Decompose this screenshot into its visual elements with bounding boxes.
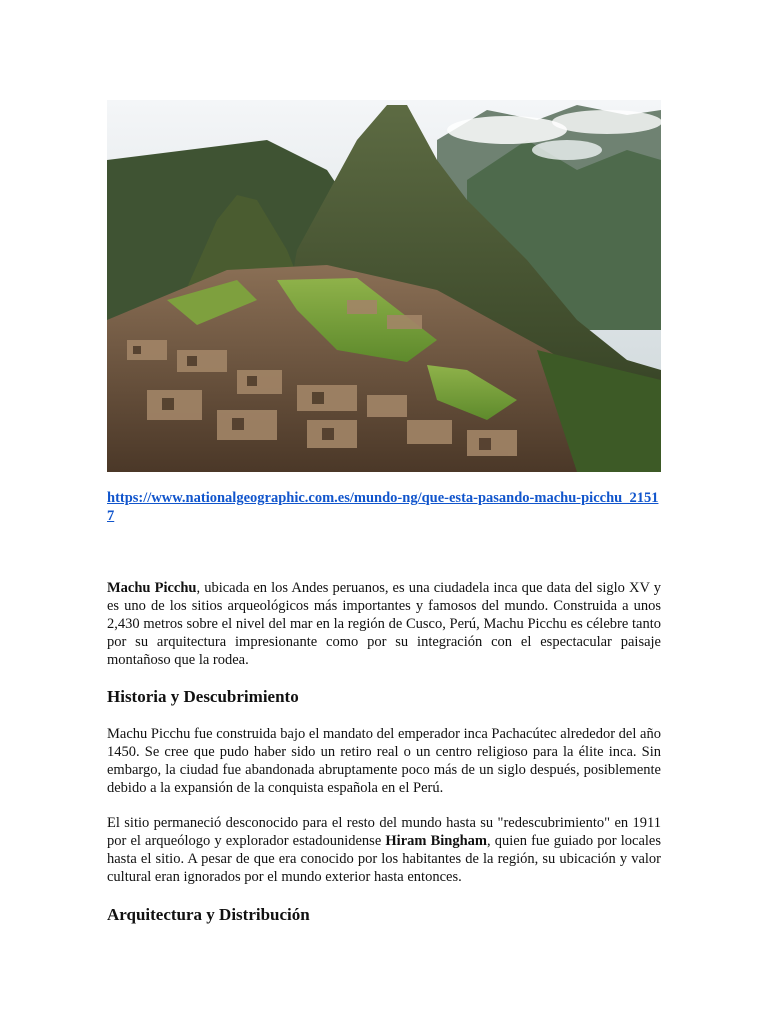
- para2-bold-name: Hiram Bingham: [385, 833, 487, 849]
- para2-text-after: , quien fue guiado por locales hasta el sitio. A pesar de que era conocido por los habitantes de la región, su ubicación y valor cultural eran ignorados por el mundo exterior hasta entonces.: [107, 833, 662, 885]
- para2-text-before: El sitio permaneció desconocido para el resto del mundo hasta su "redescubrimiento" en 1911 por el arqueólogo y explorador estadounidense: [107, 815, 661, 849]
- intro-paragraph: [107, 579, 661, 669]
- section-heading-arquitectura: Arquitectura y Distribución: [107, 905, 310, 924]
- intro-text: , ubicada en los Andes peruanos, es una ciudadela inca que data del siglo XV y es uno de los sitios arqueológicos más importantes y famosos del mundo. Construida a unos 2,430 metros sobre el nivel del mar en la región de Cusco, Perú, Machu Picchu es célebre tanto por su arquitectura impresionante como por su integración con el espectacular paisaje montañoso que la rodea.: [107, 580, 661, 668]
- historia-paragraph-1: Machu Picchu fue construida bajo el mandato del emperador inca Pachacútec alrededor del año 1450. Se cree que pudo haber sido un retiro real o un centro religioso para la élite inca. Sin embargo, la ciudad fue abandonada abruptamente poco más de un siglo después, posiblemente debido a la expansión de la conquista española en el Perú.: [107, 726, 661, 796]
- section-heading-historia: Historia y Descubrimiento: [107, 687, 299, 706]
- historia-paragraph-2: [107, 814, 661, 886]
- intro-bold-term: Machu Picchu: [107, 580, 197, 596]
- source-link[interactable]: https://www.nationalgeographic.com.es/mundo-ng/que-esta-pasando-machu-picchu_21517: [107, 490, 659, 524]
- machu-picchu-photo: [107, 100, 661, 472]
